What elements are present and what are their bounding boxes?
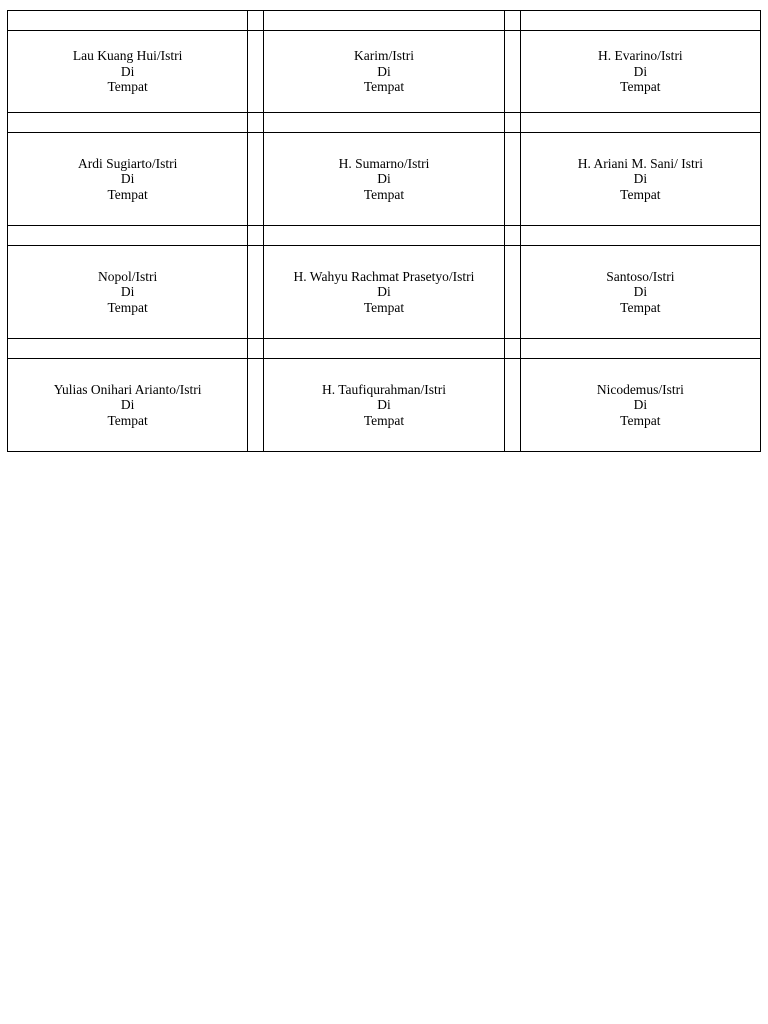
gap-cell [504, 133, 520, 226]
label-line-tempat: Tempat [107, 79, 148, 95]
gap-cell [504, 31, 520, 113]
empty-cell [264, 113, 504, 133]
label-line-tempat: Tempat [363, 79, 405, 95]
empty-cell [264, 11, 504, 31]
gap-cell [248, 339, 264, 359]
label-line-di: Di [633, 63, 648, 79]
label-row [8, 133, 761, 226]
spacer-row [8, 113, 761, 133]
label-line-di: Di [377, 63, 391, 79]
recipient-name: H. Sumarno/Istri [338, 155, 430, 171]
empty-cell [264, 226, 504, 246]
recipient-name: H. Wahyu Rachmat Prasetyo/Istri [293, 268, 475, 284]
empty-cell [520, 11, 760, 31]
empty-cell [520, 339, 760, 359]
empty-cell [520, 113, 760, 133]
gap-cell [248, 133, 264, 226]
gap-cell [248, 113, 264, 133]
address-label [264, 246, 504, 339]
recipient-name: Lau Kuang Hui/Istri [72, 48, 183, 64]
label-line-di: Di [377, 284, 391, 300]
spacer-row [8, 339, 761, 359]
label-line-tempat: Tempat [363, 299, 405, 315]
address-label [520, 31, 760, 113]
label-row [8, 31, 761, 113]
label-line-di: Di [633, 284, 648, 300]
label-line-tempat: Tempat [620, 299, 661, 315]
recipient-name: H. Ariani M. Sani/ Istri [577, 155, 703, 171]
address-label [8, 31, 248, 113]
label-line-di: Di [377, 397, 391, 413]
gap-cell [248, 11, 264, 31]
label-line-di: Di [633, 397, 648, 413]
gap-cell [248, 246, 264, 339]
recipient-name: Nicodemus/Istri [596, 381, 684, 397]
gap-cell [248, 31, 264, 113]
recipient-name: Yulias Onihari Arianto/Istri [53, 381, 202, 397]
empty-cell [8, 339, 248, 359]
address-label [8, 246, 248, 339]
gap-cell [248, 226, 264, 246]
label-line-di: Di [120, 171, 135, 187]
recipient-name: Ardi Sugiarto/Istri [77, 155, 178, 171]
address-label [520, 359, 760, 452]
recipient-name: Santoso/Istri [606, 268, 675, 284]
gap-cell [504, 339, 520, 359]
label-line-di: Di [633, 171, 648, 187]
recipient-name: Karim/Istri [353, 48, 414, 64]
label-line-tempat: Tempat [107, 186, 148, 202]
address-label [8, 133, 248, 226]
empty-cell [8, 226, 248, 246]
gap-cell [504, 113, 520, 133]
recipient-name: H. Taufiqurahman/Istri [321, 381, 446, 397]
label-line-tempat: Tempat [107, 299, 148, 315]
label-line-tempat: Tempat [620, 412, 661, 428]
address-label [264, 359, 504, 452]
spacer-row [8, 226, 761, 246]
label-line-di: Di [120, 284, 135, 300]
address-label [264, 31, 504, 113]
gap-cell [504, 226, 520, 246]
label-line-tempat: Tempat [620, 186, 661, 202]
label-line-di: Di [120, 397, 135, 413]
gap-cell [248, 359, 264, 452]
address-label [520, 246, 760, 339]
label-line-tempat: Tempat [107, 412, 148, 428]
gap-cell [504, 359, 520, 452]
gap-cell [504, 246, 520, 339]
address-label [8, 359, 248, 452]
recipient-name: Nopol/Istri [98, 268, 158, 284]
label-line-tempat: Tempat [363, 412, 405, 428]
label-line-di: Di [120, 63, 135, 79]
address-label-table [7, 10, 761, 452]
recipient-name: H. Evarino/Istri [597, 48, 683, 64]
label-row [8, 246, 761, 339]
address-label [520, 133, 760, 226]
empty-cell [264, 339, 504, 359]
empty-cell [520, 226, 760, 246]
gap-cell [504, 11, 520, 31]
label-line-di: Di [377, 171, 391, 187]
empty-cell [8, 11, 248, 31]
label-row [8, 359, 761, 452]
label-line-tempat: Tempat [620, 79, 661, 95]
spacer-row [8, 11, 761, 31]
label-line-tempat: Tempat [363, 186, 405, 202]
address-label [264, 133, 504, 226]
empty-cell [8, 113, 248, 133]
